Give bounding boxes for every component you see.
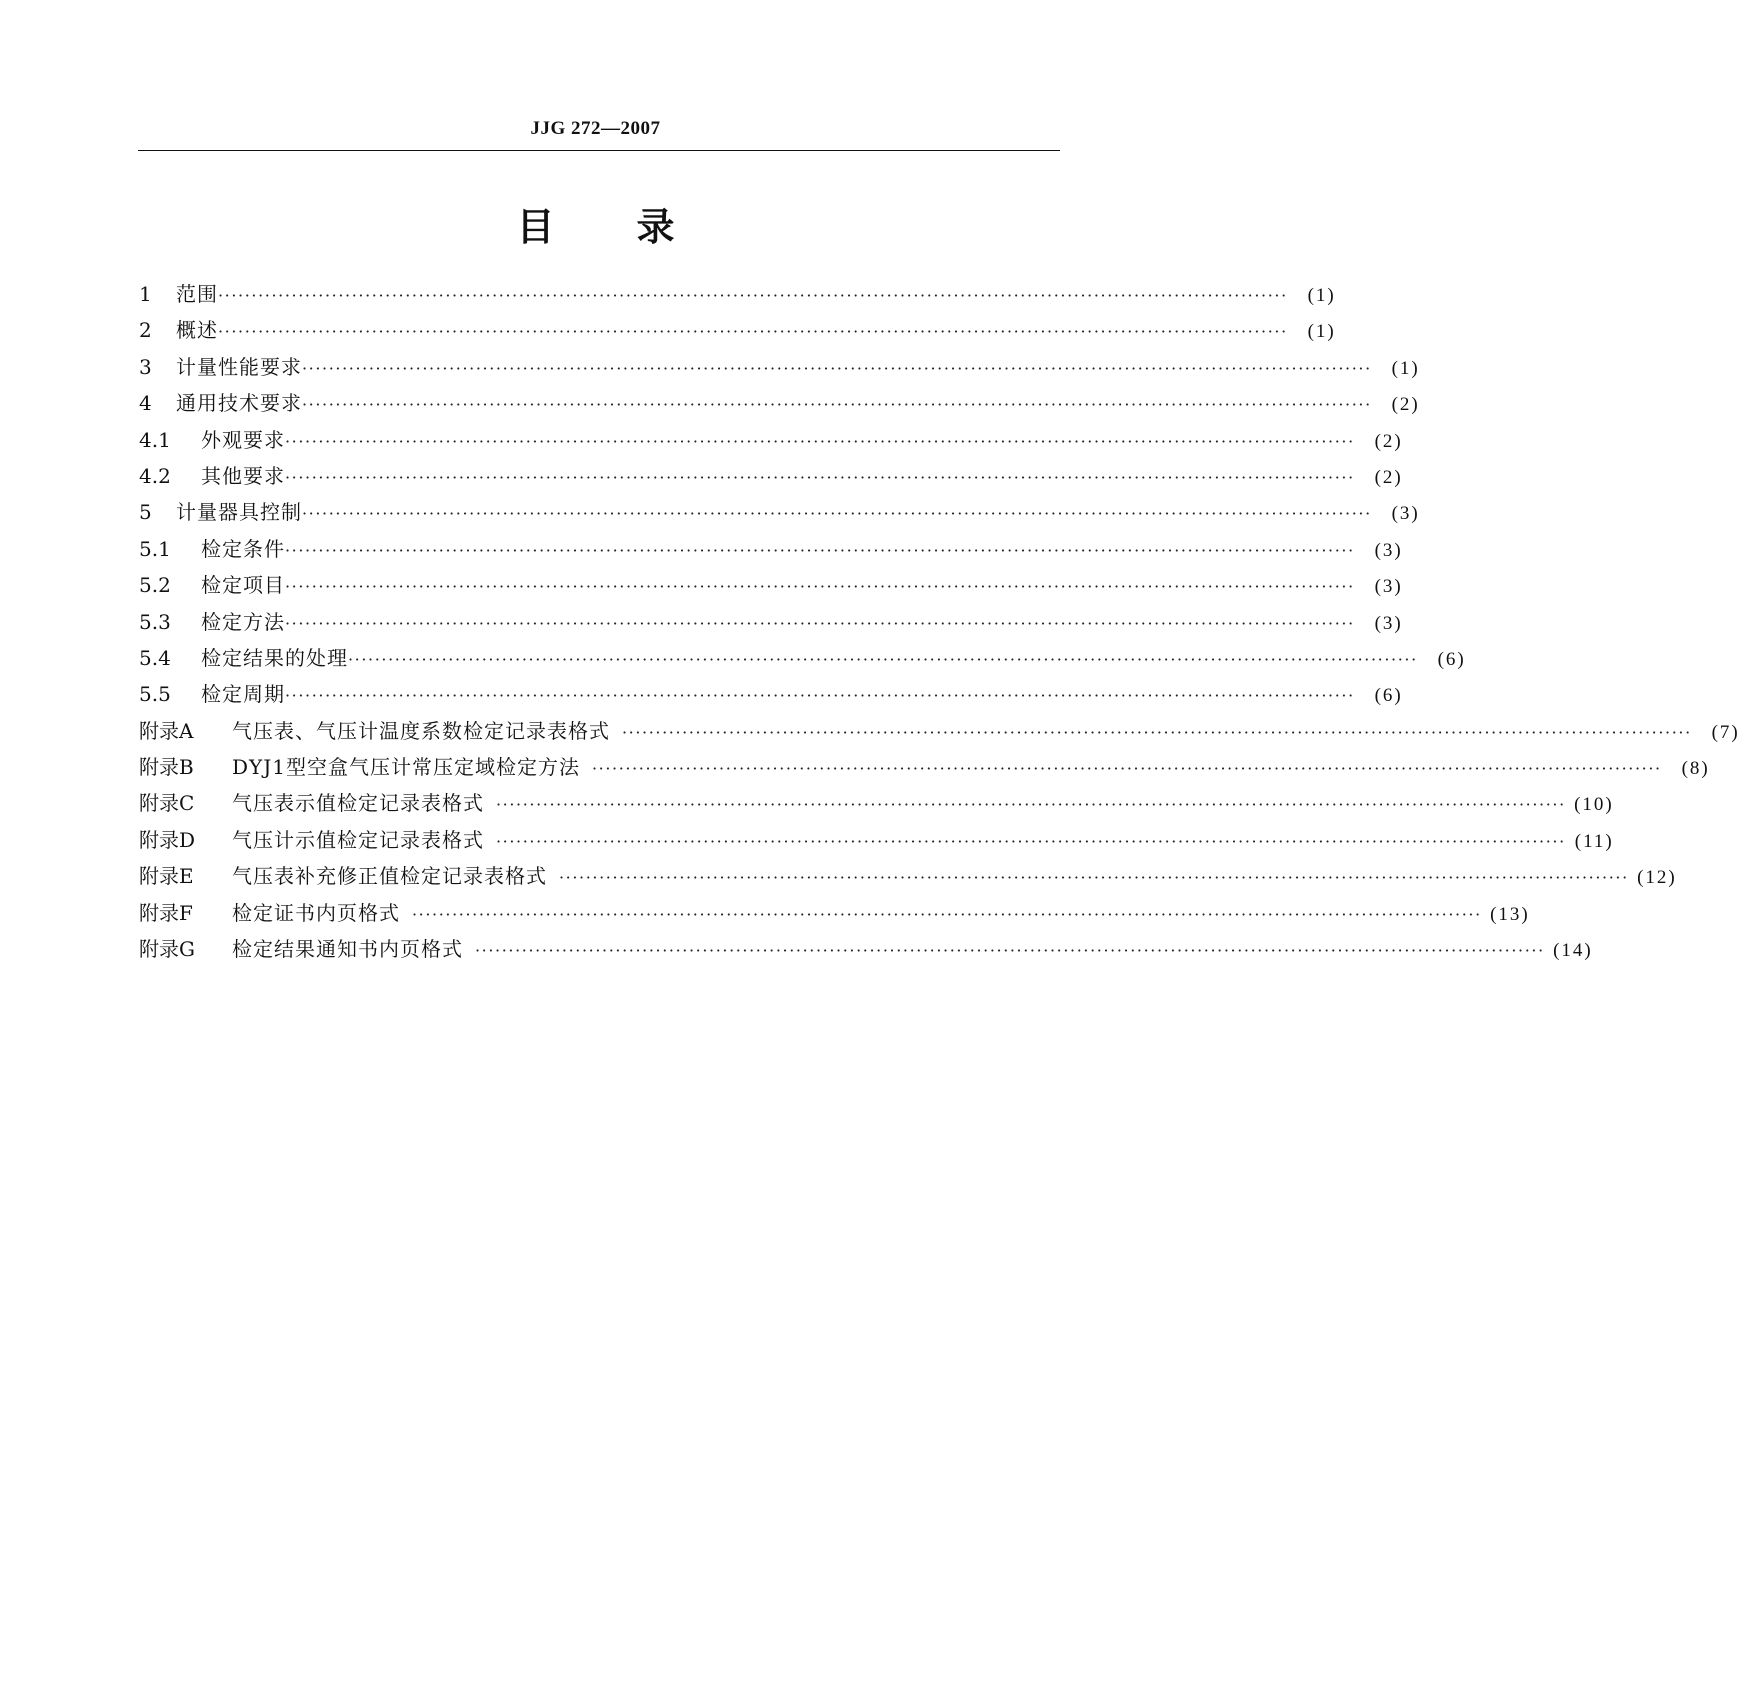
toc-entry-number: 4.2 <box>139 463 171 488</box>
toc-entry-number: 4 <box>139 391 152 416</box>
toc-entry[interactable] <box>139 676 1403 712</box>
toc-entry-title: DYJ1型空盒气压计常压定域检定方法 <box>232 755 580 780</box>
toc-entry-number: 5.5 <box>139 682 171 707</box>
header-divider <box>138 150 1060 151</box>
toc-entry[interactable] <box>139 858 1677 894</box>
toc-entry-page: (6) <box>1437 648 1466 670</box>
toc-entry-page: (3) <box>1374 539 1403 561</box>
toc-entry-number: 5 <box>139 500 152 525</box>
toc-entry-number: 附录A <box>139 718 194 743</box>
toc-entry-title: 通用技术要求 <box>176 391 302 416</box>
toc-entry-page: (12) <box>1637 867 1677 889</box>
toc-entry-title: 检定项目 <box>201 573 285 598</box>
toc-leader-dots: ································································································································································ <box>285 686 1355 706</box>
toc-leader-dots: ································································································································································ <box>496 795 1566 815</box>
toc-entry[interactable] <box>139 531 1403 567</box>
toc-entry-page: (6) <box>1374 685 1403 707</box>
table-of-contents <box>139 276 1740 967</box>
toc-entry-title: 气压表、气压计温度系数检定记录表格式 <box>232 718 610 743</box>
toc-entry[interactable] <box>139 494 1420 530</box>
toc-entry-page: (2) <box>1391 394 1420 416</box>
toc-entry[interactable] <box>139 349 1420 385</box>
toc-entry-page: (2) <box>1374 466 1403 488</box>
toc-leader-dots: ································································································································································ <box>218 322 1288 342</box>
toc-entry-page: (3) <box>1391 503 1420 525</box>
toc-leader-dots: ································································································································································ <box>285 577 1355 597</box>
toc-leader-dots: ································································································································································ <box>285 540 1355 560</box>
toc-entry-page: (3) <box>1374 612 1403 634</box>
toc-entry-number: 附录B <box>139 755 194 780</box>
toc-entry-number: 附录F <box>139 900 193 925</box>
toc-entry-title: 其他要求 <box>201 463 285 488</box>
document-code: JJG 272—2007 <box>530 118 661 139</box>
toc-entry-page: (13) <box>1490 903 1530 925</box>
toc-entry-title: 计量器具控制 <box>176 500 302 525</box>
toc-entry-page: (1) <box>1391 357 1420 379</box>
toc-entry-number: 3 <box>139 354 152 379</box>
toc-entry-page: (14) <box>1553 940 1593 962</box>
toc-entry-number: 附录G <box>139 937 195 962</box>
toc-entry-title: 检定条件 <box>201 536 285 561</box>
toc-entry[interactable] <box>139 312 1336 348</box>
toc-entry-title: 检定证书内页格式 <box>232 900 400 925</box>
toc-entry-title: 气压表示值检定记录表格式 <box>232 791 484 816</box>
toc-entry-title: 检定方法 <box>201 609 285 634</box>
toc-entry-title: 气压计示值检定记录表格式 <box>232 827 484 852</box>
toc-entry-number: 4.1 <box>139 427 171 452</box>
toc-entry-number: 附录D <box>139 827 196 852</box>
toc-entry[interactable] <box>139 822 1614 858</box>
toc-entry-number: 5.1 <box>139 536 171 561</box>
toc-leader-dots: ································································································································································ <box>302 504 1372 524</box>
toc-entry-number: 5.4 <box>139 645 171 670</box>
toc-entry-title: 计量性能要求 <box>176 354 302 379</box>
toc-entry-number: 附录C <box>139 791 195 816</box>
toc-leader-dots: ································································································································································ <box>285 613 1355 633</box>
toc-leader-dots: ································································································································································ <box>559 868 1629 888</box>
toc-leader-dots: ································································································································································ <box>412 904 1482 924</box>
toc-entry[interactable] <box>139 422 1403 458</box>
toc-entry-page: (11) <box>1574 830 1614 852</box>
toc-entry[interactable] <box>139 895 1530 931</box>
toc-leader-dots: ································································································································································ <box>496 831 1566 851</box>
toc-entry-page: (2) <box>1374 430 1403 452</box>
toc-entry-number: 5.2 <box>139 573 171 598</box>
toc-entry-number: 1 <box>139 282 152 306</box>
toc-leader-dots: ································································································································································ <box>302 395 1372 415</box>
toc-entry[interactable] <box>139 640 1466 676</box>
toc-entry[interactable] <box>139 931 1593 967</box>
toc-entry-page: (1) <box>1307 321 1336 343</box>
toc-entry[interactable] <box>139 713 1740 749</box>
toc-title: 目录 <box>516 205 757 249</box>
toc-leader-dots: ································································································································································ <box>348 649 1418 669</box>
toc-entry-page: (3) <box>1374 576 1403 598</box>
toc-leader-dots: ································································································································································ <box>591 759 1662 779</box>
toc-entry[interactable] <box>139 276 1336 312</box>
toc-entry[interactable] <box>139 385 1420 421</box>
toc-entry-number: 附录E <box>139 864 194 889</box>
toc-leader-dots: ································································································································································ <box>622 722 1692 742</box>
toc-entry[interactable] <box>139 785 1614 821</box>
toc-entry-title: 概述 <box>176 318 218 343</box>
toc-entry-title: 检定结果通知书内页格式 <box>232 937 463 962</box>
toc-leader-dots: ································································································································································ <box>218 286 1288 305</box>
toc-leader-dots: ································································································································································ <box>285 467 1355 487</box>
toc-entry-title: 范围 <box>176 282 218 306</box>
toc-entry[interactable] <box>139 567 1403 603</box>
toc-entry[interactable] <box>139 749 1710 785</box>
toc-entry-page: (1) <box>1307 285 1336 306</box>
toc-entry-title: 外观要求 <box>201 427 285 452</box>
toc-entry-title: 气压表补充修正值检定记录表格式 <box>232 864 547 889</box>
toc-entry-number: 2 <box>139 318 152 343</box>
toc-entry-title: 检定结果的处理 <box>201 645 348 670</box>
toc-entry[interactable] <box>139 458 1403 494</box>
toc-entry-page: (8) <box>1681 758 1710 780</box>
toc-entry-page: (7) <box>1711 721 1740 743</box>
toc-entry[interactable] <box>139 604 1403 640</box>
toc-leader-dots: ································································································································································ <box>302 358 1372 378</box>
toc-leader-dots: ································································································································································ <box>285 431 1355 451</box>
toc-leader-dots: ································································································································································ <box>475 941 1545 961</box>
toc-entry-page: (10) <box>1574 794 1614 816</box>
toc-entry-number: 5.3 <box>139 609 171 634</box>
toc-entry-title: 检定周期 <box>201 682 285 707</box>
